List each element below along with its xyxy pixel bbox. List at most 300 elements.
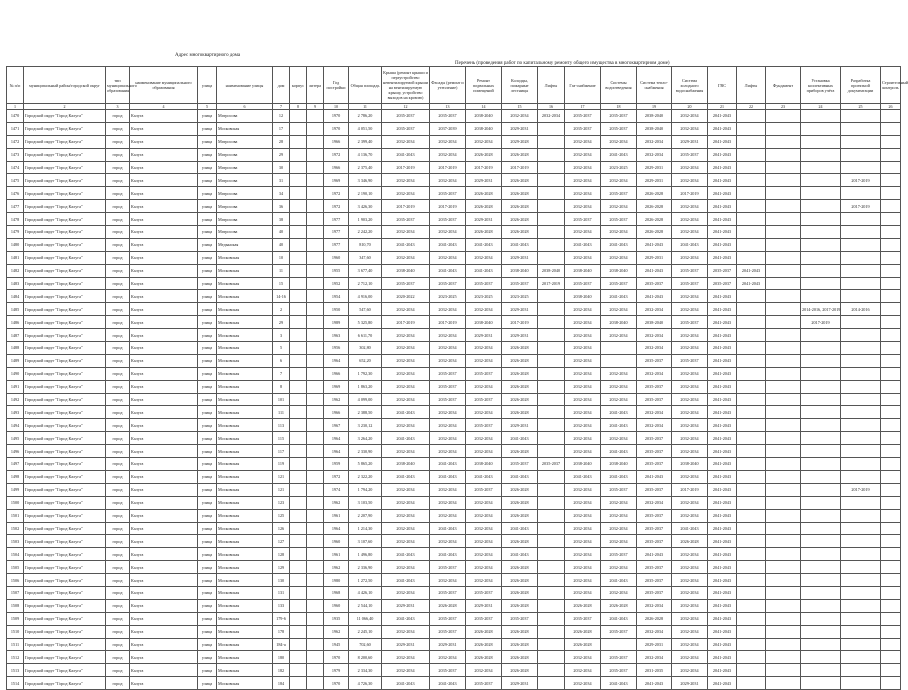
table-cell: Калуга [130,664,198,677]
column-header: дом [273,67,290,104]
table-cell: Калуга [130,522,198,535]
table-cell: 2035-2037 [466,419,502,432]
table-cell: 1979 [324,664,349,677]
table-cell: Калуга [130,200,198,213]
table-cell [766,354,801,367]
table-cell: 2041-2043 [708,226,737,239]
table-cell: 14-16 [273,290,290,303]
table-cell [538,135,565,148]
table-cell [307,200,324,213]
table-cell: 3 346,90 [349,174,382,187]
table-cell: Московская [217,432,273,445]
table-cell [307,638,324,651]
column-header: Фундамент [766,67,801,104]
table-cell: 2038-2040 [502,264,538,277]
table-cell [801,535,841,548]
table-row [7,638,901,651]
table-cell: 2032-2034 [565,161,601,174]
table-cell [307,677,324,690]
table-cell: 2032-2034 [466,342,502,355]
table-cell: улица [198,599,217,612]
table-cell [801,329,841,342]
table-cell [290,354,307,367]
column-number: 10 [324,104,349,110]
table-cell: 2026-2028 [502,664,538,677]
table-cell: 2038-2040 [565,264,601,277]
table-cell: 2035-2037 [430,380,466,393]
table-cell: 2032-2034 [382,329,430,342]
table-cell: 1 863,20 [349,380,382,393]
table-cell: 1968 [324,586,349,599]
table-cell: Матросова [217,174,273,187]
table-cell: 1977 [324,213,349,226]
table-cell: 2020-2022 [382,290,430,303]
table-cell: 2026-2028 [502,483,538,496]
table-cell: Калуга [130,110,198,123]
table-cell: Калуга [130,380,198,393]
table-cell: Городской округ "Город Калуга" [24,303,106,316]
table-cell [538,290,565,303]
table-cell: Московская [217,599,273,612]
table-cell: 2017-2019 [538,277,565,290]
table-cell: 2032-2034 [565,522,601,535]
table-cell [538,161,565,174]
table-cell: 3 [273,329,290,342]
table-cell: 2041-2043 [601,238,637,251]
table-cell: Московская [217,445,273,458]
table-cell [307,561,324,574]
table-cell: 2026-2028 [502,561,538,574]
table-cell: Городской округ "Город Калуга" [24,612,106,625]
table-cell: 2041-2043 [708,586,737,599]
table-cell [766,664,801,677]
table-cell: Городской округ "Город Калуга" [24,380,106,393]
table-cell [737,122,766,135]
table-cell: 2041-2043 [382,612,430,625]
table-cell: Городской округ "Город Калуга" [24,200,106,213]
table-cell: 2041-2043 [708,354,737,367]
table-cell [766,135,801,148]
table-cell: 2032-2034 [430,535,466,548]
table-cell [801,548,841,561]
table-cell: 1488 [7,342,24,355]
table-cell [881,226,901,239]
column-number: 23 [766,104,801,110]
table-cell: 2041-2043 [502,432,538,445]
table-cell [737,226,766,239]
table-cell: 2032-2034 [637,135,672,148]
column-header: Строительный контроль [881,67,901,104]
table-cell: Калуга [130,213,198,226]
table-cell [841,251,881,264]
column-number: 6 [217,104,273,110]
table-cell [766,277,801,290]
table-cell: 2017-2019 [382,161,430,174]
table-cell: 2035-2037 [637,509,672,522]
table-cell [538,406,565,419]
table-cell: 1989 [324,316,349,329]
table-cell: Городской округ "Город Калуга" [24,316,106,329]
table-cell [881,664,901,677]
table-cell [290,599,307,612]
table-cell [841,509,881,522]
table-cell [538,329,565,342]
table-row [7,226,901,239]
table-cell [307,354,324,367]
table-cell: Московская [217,367,273,380]
table-cell: 1509 [7,612,24,625]
table-cell [841,470,881,483]
table-cell: 2035-2037 [637,432,672,445]
table-cell: Городской округ "Город Калуга" [24,277,106,290]
table-cell: Городской округ "Город Калуга" [24,251,106,264]
table-cell [841,599,881,612]
table-cell: 3 264,20 [349,432,382,445]
table-cell [841,213,881,226]
table-cell: 2023-2025 [466,290,502,303]
table-cell: 2041-2043 [708,213,737,226]
table-cell: 2035-2037 [637,354,672,367]
column-number: 8 [290,104,307,110]
table-cell: Городской округ "Город Калуга" [24,651,106,664]
table-cell [538,561,565,574]
table-cell [881,483,901,496]
table-cell [801,522,841,535]
table-cell [766,110,801,123]
table-cell: Матросова [217,148,273,161]
table-cell: 702,60 [349,638,382,651]
table-cell [290,303,307,316]
table-cell: Калуга [130,303,198,316]
table-cell: 2035-2037 [430,612,466,625]
table-cell [881,509,901,522]
table-cell [538,122,565,135]
table-cell: Матросова [217,135,273,148]
table-cell [307,148,324,161]
table-cell: 184-а [273,638,290,651]
table-cell: улица [198,316,217,329]
table-cell [307,251,324,264]
table-cell: 2032-2034 [637,303,672,316]
table-cell: город [106,316,130,329]
table-cell [737,367,766,380]
table-cell: 2035-2037 [466,483,502,496]
table-cell: 2035-2037 [601,483,637,496]
table-cell: 1962 [324,561,349,574]
table-cell [737,110,766,123]
table-cell: 5 325,80 [349,316,382,329]
table-cell: 2035-2037 [430,277,466,290]
table-cell: Городской округ "Город Калуга" [24,187,106,200]
table-cell: Городской округ "Город Калуга" [24,574,106,587]
table-cell: 2035-2037 [466,277,502,290]
table-cell [737,599,766,612]
table-cell: 2029-2031 [382,638,430,651]
table-cell: Московская [217,122,273,135]
table-cell: 2032-2034 [382,251,430,264]
table-cell [538,496,565,509]
table-cell [881,574,901,587]
table-cell: 2038-2040 [637,122,672,135]
table-cell [290,200,307,213]
table-cell: 2041-2043 [708,329,737,342]
table-cell [801,445,841,458]
table-cell: Калуга [130,316,198,329]
table-row [7,664,901,677]
table-cell [307,187,324,200]
table-cell: Матросова [217,110,273,123]
table-row [7,535,901,548]
table-cell: 2032-2034 [672,367,708,380]
table-cell: 1495 [7,432,24,445]
table-row [7,625,901,638]
table-cell: 2035-2037 [601,625,637,638]
table-cell [841,393,881,406]
table-cell [881,522,901,535]
table-cell [290,213,307,226]
table-cell: 2041-2043 [637,290,672,303]
table-cell [290,161,307,174]
table-cell: 2035-2037 [601,664,637,677]
table-cell: 2035-2037 [466,393,502,406]
table-cell [601,354,637,367]
table-cell: 2032-2034 [430,483,466,496]
table-cell: 2 399,40 [349,135,382,148]
table-cell: 2023-2025 [601,161,637,174]
table-row [7,445,901,458]
table-cell [841,342,881,355]
table-cell [737,548,766,561]
table-cell: 1935 [324,612,349,625]
table-cell: улица [198,458,217,471]
table-cell [538,483,565,496]
table-cell: 2026-2028 [502,651,538,664]
table-cell [841,264,881,277]
table-cell: 1513 [7,664,24,677]
table-cell: 2035-2037 [430,664,466,677]
table-cell: 2041-2043 [430,238,466,251]
table-cell: Городской округ "Город Калуга" [24,406,106,419]
table-cell: 2032-2034 [637,342,672,355]
table-cell: 2032-2034 [430,574,466,587]
table-cell [881,110,901,123]
table-cell: 2035-2037 [672,148,708,161]
table-cell [766,470,801,483]
table-cell: 2017-2019 [841,483,881,496]
table-cell [766,612,801,625]
table-cell: 2032-2034 [672,664,708,677]
table-cell: Городской округ "Город Калуга" [24,354,106,367]
table-cell: 2032-2034 [601,432,637,445]
table-cell [538,303,565,316]
table-cell: 2026-2028 [637,187,672,200]
table-cell: 111 [273,406,290,419]
table-cell: 179-6 [273,612,290,625]
table-cell: 2017-2019 [430,316,466,329]
table-cell [538,548,565,561]
table-cell: город [106,561,130,574]
table-cell: 2032-2034 [565,406,601,419]
table-cell: 123 [273,496,290,509]
table-cell: 2032-2034 [672,470,708,483]
table-cell: 2037-2039 [430,122,466,135]
table-cell: 2032-2034 [637,496,672,509]
table-cell: 2035-2037 [637,445,672,458]
table-cell: 1470 [7,110,24,123]
table-cell: 2026-2028 [502,367,538,380]
table-cell [290,316,307,329]
table-cell: 2032-2034 [637,625,672,638]
table-cell: 38 [273,213,290,226]
table-cell: 1504 [7,548,24,561]
table-cell: 2026-2028 [601,599,637,612]
table-cell [801,432,841,445]
table-cell: 2032-2034 [672,329,708,342]
table-cell [737,625,766,638]
table-cell [801,213,841,226]
table-cell [307,664,324,677]
table-cell: 2038-2040 [466,316,502,329]
table-row [7,509,901,522]
table-cell: 2035-2037 [637,483,672,496]
table-cell [801,561,841,574]
table-cell: Городской округ "Город Калуга" [24,561,106,574]
table-cell: 1479 [7,226,24,239]
table-cell: 2035-2037 [382,213,430,226]
table-cell: 2032-2034 [672,599,708,612]
table-cell: 1502 [7,522,24,535]
table-row [7,135,901,148]
table-cell: 2026-2028 [466,187,502,200]
table-cell: Московская [217,586,273,599]
column-number: 3 [106,104,130,110]
table-cell: 2026-2028 [466,638,502,651]
table-cell: 2032-2034 [672,445,708,458]
table-row [7,677,901,690]
table-cell [766,174,801,187]
table-cell: 2032-2034 [565,561,601,574]
table-cell: 1974 [324,483,349,496]
table-cell: 2035-2037 [708,264,737,277]
column-header: ГВС [708,67,737,104]
table-cell: 2041-2043 [430,458,466,471]
table-cell: улица [198,612,217,625]
table-cell: Калуга [130,264,198,277]
table-cell: 652,20 [349,354,382,367]
table-cell: 2041-2043 [430,264,466,277]
table-cell: Городской округ "Город Калуга" [24,238,106,251]
table-cell: 2038-2040 [466,458,502,471]
table-cell [841,122,881,135]
table-cell [801,677,841,690]
table-cell: город [106,264,130,277]
table-cell: 2041-2043 [708,122,737,135]
table-cell [737,187,766,200]
table-cell: Московская [217,677,273,690]
table-cell [766,522,801,535]
table-cell: 2032-2034 [430,354,466,367]
table-cell: улица [198,561,217,574]
table-cell: 1963 [324,329,349,342]
table-cell: 2032-2034 [601,586,637,599]
table-cell: 2017-2019 [672,187,708,200]
table-cell: 1471 [7,122,24,135]
table-row [7,574,901,587]
table-cell: 36 [273,200,290,213]
table-cell [538,535,565,548]
table-cell: 2017-2019 [430,200,466,213]
table-row [7,496,901,509]
table-cell: 2032-2034 [601,535,637,548]
table-cell: 1964 [324,354,349,367]
table-cell: 1970 [324,110,349,123]
table-cell: город [106,226,130,239]
table-cell [801,174,841,187]
table-cell [766,419,801,432]
table-cell: 2032-2034 [382,509,430,522]
table-cell [841,380,881,393]
table-cell: улица [198,483,217,496]
table-cell: 182 [273,664,290,677]
table-cell: 2035-2037 [601,277,637,290]
table-cell [801,483,841,496]
table-cell [801,599,841,612]
table-cell [737,574,766,587]
table-cell [881,612,901,625]
table-cell: 2041-2043 [708,522,737,535]
table-cell [290,638,307,651]
table-cell: 2035-2037 [466,612,502,625]
table-cell [290,419,307,432]
table-cell: 1962 [324,393,349,406]
table-cell: 1477 [7,200,24,213]
table-cell: 2032-2034 [382,303,430,316]
table-cell [881,213,901,226]
table-cell [766,303,801,316]
column-header: Лифты [737,67,766,104]
table-cell: 2038-2040 [382,458,430,471]
table-cell [801,470,841,483]
column-header: литера [307,67,324,104]
table-cell: 2032-2034 [466,303,502,316]
column-header: наименование улицы [217,67,273,104]
table-cell: 7 [273,367,290,380]
table-cell: 2029-2031 [502,303,538,316]
column-number: 15 [502,104,538,110]
table-cell: город [106,187,130,200]
table-cell [737,419,766,432]
table-cell: 2032-2034 [466,509,502,522]
table-cell: 4 916,00 [349,290,382,303]
table-cell: 2032-2034 [466,522,502,535]
column-header: Газ-снабжение [565,67,601,104]
table-cell [801,251,841,264]
table-cell [307,496,324,509]
table-cell [841,496,881,509]
table-cell [307,238,324,251]
table-cell [538,367,565,380]
table-cell: 2038-2040 [672,458,708,471]
table-cell: улица [198,380,217,393]
table-cell [290,238,307,251]
table-cell: 1491 [7,380,24,393]
table-cell: Городской округ "Город Калуга" [24,213,106,226]
table-cell: 2026-2028 [672,535,708,548]
table-cell [881,161,901,174]
table-cell [538,574,565,587]
table-cell: 2032-2034 [601,303,637,316]
table-row [7,432,901,445]
